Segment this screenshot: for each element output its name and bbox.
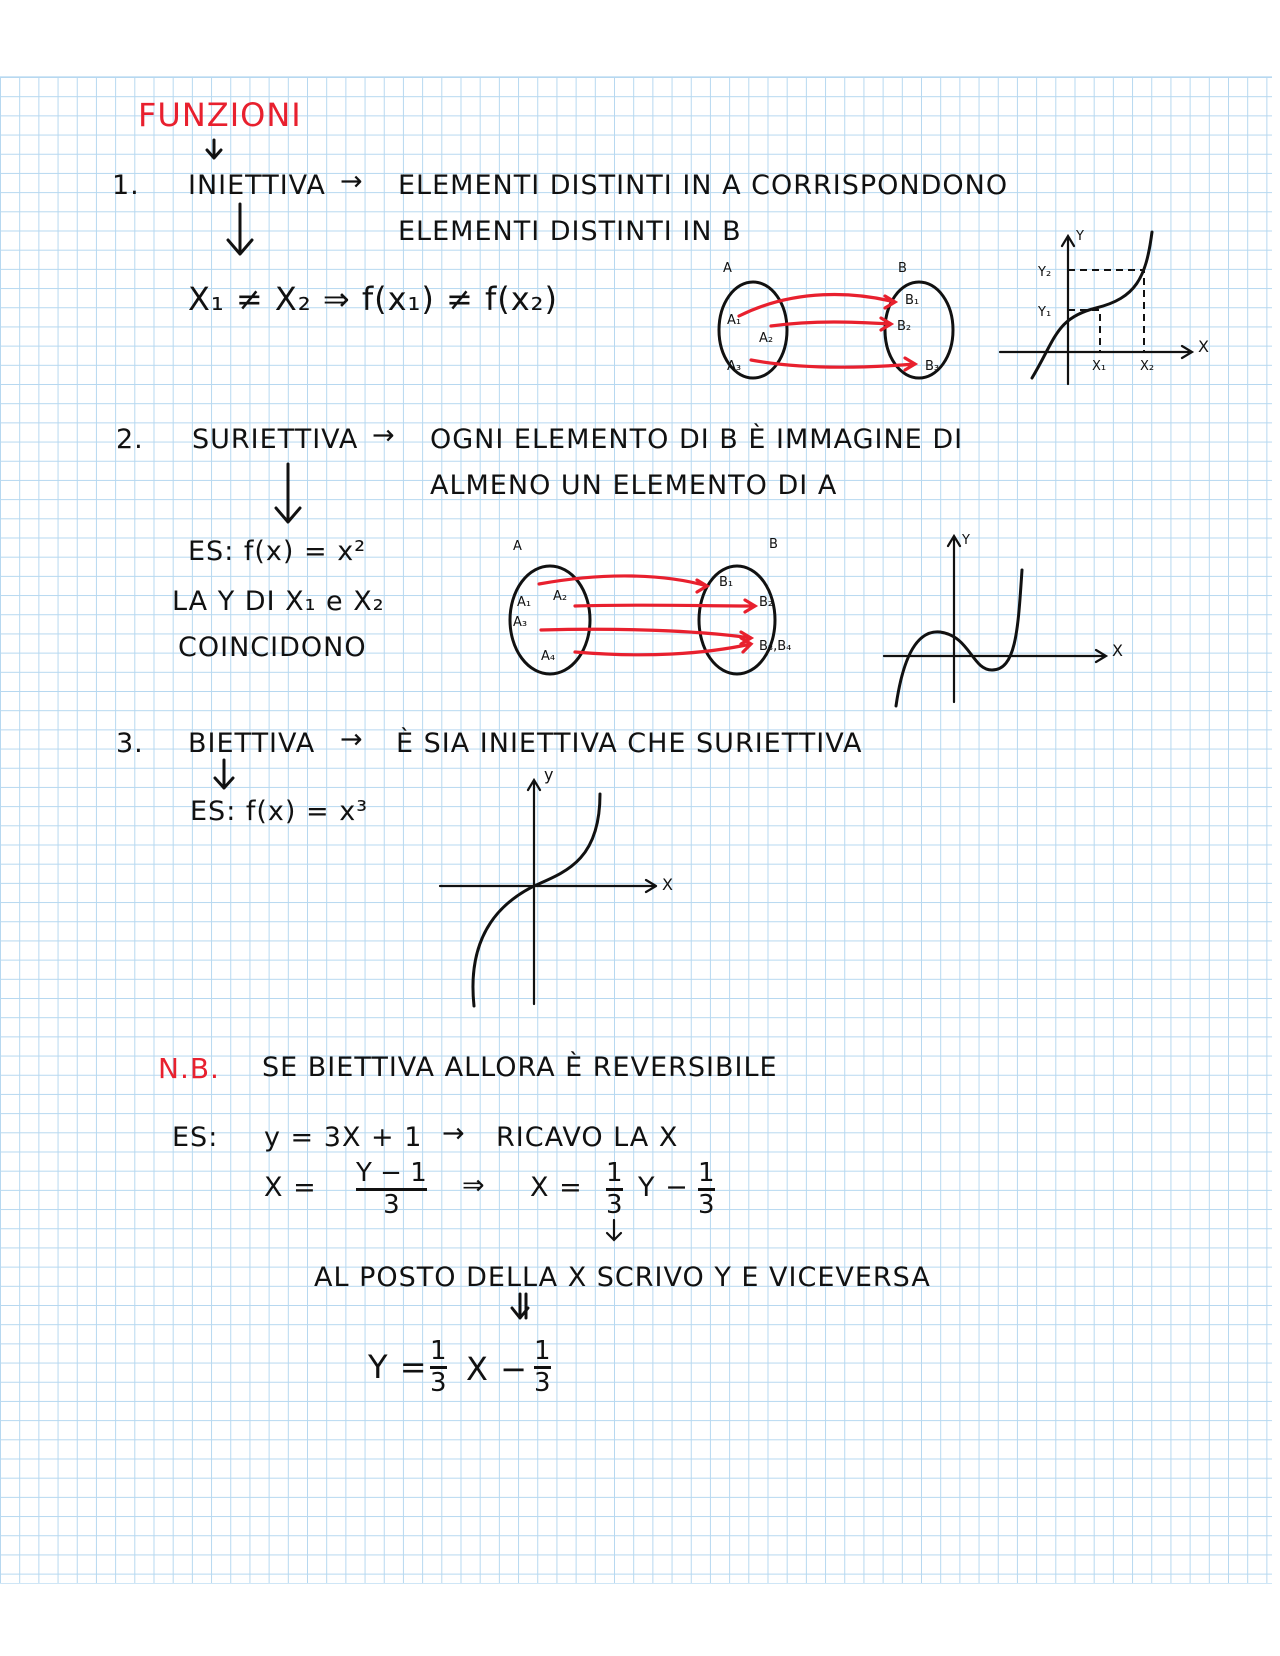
b1-label: B₁: [905, 293, 920, 308]
page-title: FUNZIONI: [138, 96, 302, 134]
section2-number: 2.: [116, 424, 144, 455]
fraction-one-third-a: [606, 1160, 623, 1220]
fraction-numerator: 1: [698, 1158, 715, 1188]
example-equation: y = 3X + 1: [264, 1122, 423, 1153]
y-axis-label: Y: [1076, 229, 1084, 244]
double-down-arrow-icon: [506, 1292, 546, 1332]
section3-example: ES: f(x) = x³: [190, 796, 369, 827]
swap-text: AL POSTO DELLA X SCRIVO Y E VICEVERSA: [314, 1262, 931, 1293]
y2-dashed-guide: [1068, 270, 1144, 352]
b3-label: B₃: [925, 359, 940, 374]
fraction-numerator: 1: [606, 1158, 623, 1188]
fraction-numerator: 1: [430, 1336, 447, 1366]
x-axis: [884, 650, 1106, 662]
section2-note-line1: LA Y DI X₁ e X₂: [172, 586, 385, 617]
set-b-ellipse: [699, 566, 775, 674]
x1-tick-label: X₁: [1092, 359, 1107, 374]
note-label: N.B.: [158, 1052, 220, 1085]
x2-tick-label: X₂: [1140, 359, 1155, 374]
a2-label: A₂: [553, 589, 568, 604]
fraction-numerator: Y − 1: [356, 1158, 427, 1188]
y-axis: [528, 780, 540, 1004]
surjective-function-graph: [880, 530, 1140, 710]
set-b-label: B: [898, 261, 907, 276]
section2-definition-line2: ALMENO UN ELEMENTO DI A: [430, 470, 838, 501]
example-step-text: RICAVO LA X: [496, 1122, 679, 1153]
a1-label: A₁: [517, 595, 532, 610]
a4-label: A₄: [541, 649, 556, 664]
b2-label: B₂: [897, 319, 912, 334]
x-minus: X −: [466, 1350, 528, 1388]
section3-down-arrow-icon: [212, 756, 252, 800]
map-arrow-a3-b3: [541, 629, 751, 644]
x-cubed-curve: [473, 794, 600, 1006]
fraction-one-third-b: [698, 1160, 715, 1220]
map-arrow-a4-b4: [575, 638, 751, 655]
example-arrow-icon: →: [442, 1118, 466, 1149]
a1-label: A₁: [727, 313, 742, 328]
a3-label: A₃: [513, 615, 528, 630]
x-equals-2: X =: [530, 1172, 583, 1203]
y-minus: Y −: [638, 1172, 689, 1203]
section3-arrow-icon: →: [340, 724, 364, 755]
section1-down-arrow-icon: [222, 200, 262, 260]
section1-definition-line2: ELEMENTI DISTINTI IN B: [398, 216, 742, 247]
y-axis: [948, 536, 960, 702]
section3-definition: È SIA INIETTIVA CHE SURIETTIVA: [396, 728, 863, 759]
section1-arrow-icon: →: [340, 166, 364, 197]
x-axis-label: X: [1198, 337, 1209, 356]
section1-name: INIETTIVA: [188, 170, 326, 201]
fraction-numerator: 1: [534, 1336, 551, 1366]
set-a-label: A: [513, 539, 522, 554]
y1-tick-label: Y₁: [1038, 305, 1052, 320]
set-a-label: A: [723, 261, 732, 276]
y-axis-label: Y: [962, 533, 970, 548]
map-arrow-a2-b2: [575, 600, 755, 612]
section2-down-arrow-icon: [270, 460, 310, 530]
section2-note-line2: COINCIDONO: [178, 632, 367, 663]
b2-label: B₂: [759, 595, 774, 610]
section2-example: ES: f(x) = x²: [188, 536, 367, 567]
x-axis-label: X: [1112, 641, 1123, 660]
result-prefix: Y =: [368, 1348, 428, 1386]
a3-label: A₃: [727, 359, 742, 374]
fraction-one-third-d: [534, 1338, 551, 1398]
fraction-y-minus-1-over-3: [356, 1160, 427, 1220]
note-text: SE BIETTIVA ALLORA È REVERSIBILE: [262, 1052, 778, 1083]
fraction-denominator: 3: [606, 1190, 623, 1221]
section1-formula: X₁ ≠ X₂ ⇒ f(x₁) ≠ f(x₂): [188, 280, 558, 318]
injective-mapping-diagram: [715, 258, 975, 388]
section2-name: SURIETTIVA: [192, 424, 359, 455]
a2-label: A₂: [759, 331, 774, 346]
map-arrow-a2-b2: [771, 318, 891, 330]
b3b4-label: B₃,B₄: [759, 639, 792, 654]
example-prefix: ES:: [172, 1122, 219, 1153]
x-equals-1: X =: [264, 1172, 317, 1203]
x-axis: [440, 880, 656, 892]
section1-definition-line1: ELEMENTI DISTINTI IN A CORRISPONDONO: [398, 170, 1009, 201]
section3-name: BIETTIVA: [188, 728, 316, 759]
fraction-denominator: 3: [383, 1190, 400, 1221]
injective-function-graph: [996, 228, 1216, 388]
fraction-denominator: 3: [698, 1190, 715, 1221]
section1-number: 1.: [112, 170, 140, 201]
y-axis-label: y: [544, 765, 554, 784]
bijective-function-graph: [436, 760, 716, 1010]
set-b-label: B: [769, 537, 778, 552]
step-down-arrow-icon: [604, 1218, 634, 1254]
section3-number: 3.: [116, 728, 144, 759]
section2-arrow-icon: →: [372, 420, 396, 451]
fraction-one-third-c: [430, 1338, 447, 1398]
x-axis-label: X: [662, 875, 673, 894]
cubic-curve: [896, 570, 1022, 706]
implies-icon: ⇒: [462, 1170, 486, 1201]
fraction-denominator: 3: [534, 1368, 551, 1399]
x-axis: [1000, 346, 1192, 358]
surjective-mapping-diagram: [505, 534, 845, 684]
fraction-denominator: 3: [430, 1368, 447, 1399]
section2-definition-line1: OGNI ELEMENTO DI B È IMMAGINE DI: [430, 424, 964, 455]
map-arrow-a1-b1: [739, 294, 895, 316]
b1-label: B₁: [719, 575, 734, 590]
y2-tick-label: Y₂: [1038, 265, 1052, 280]
